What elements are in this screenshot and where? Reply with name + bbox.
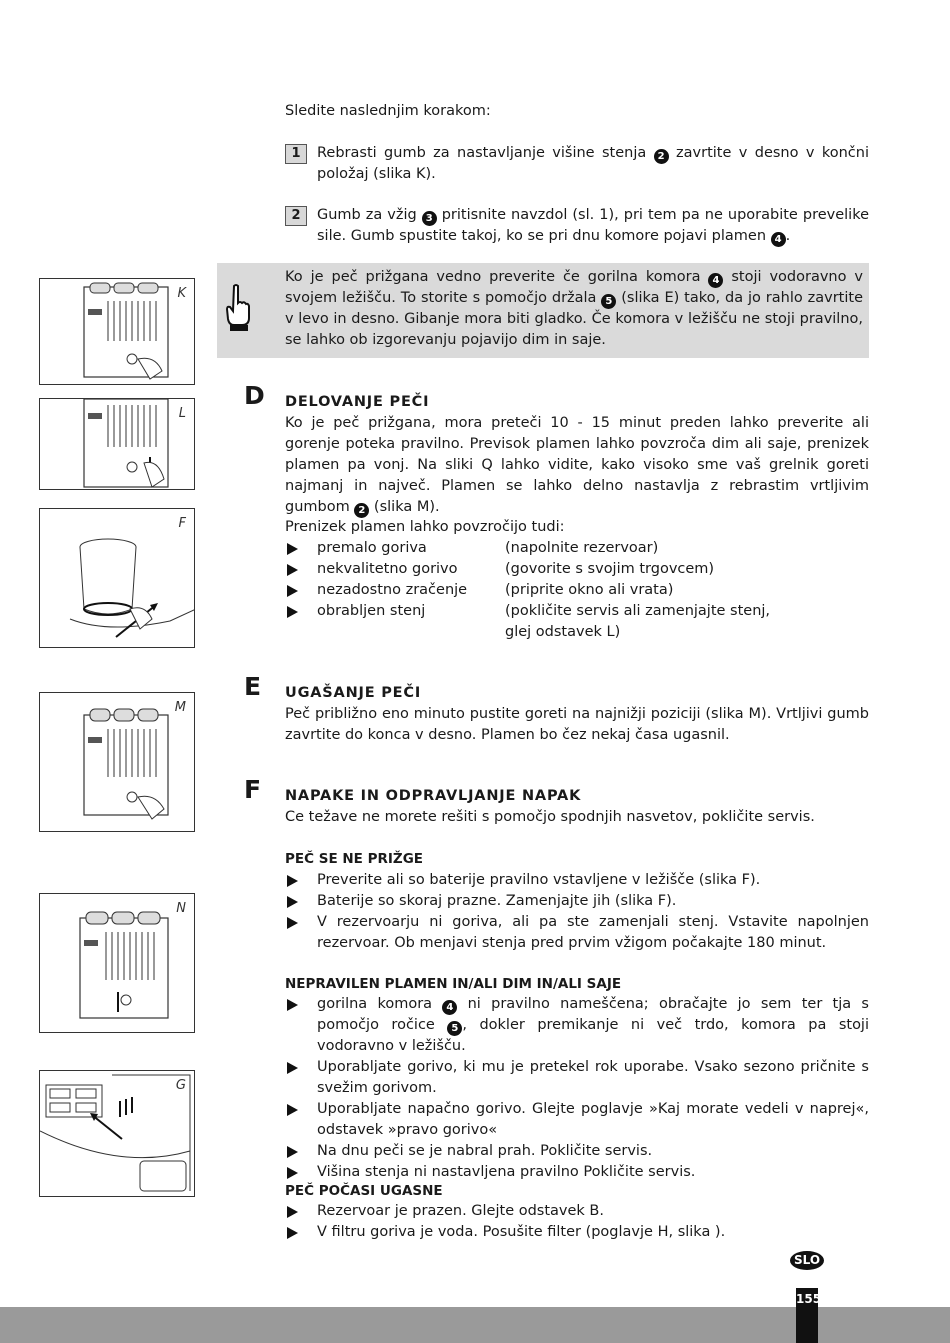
language-badge: SLO [790,1251,824,1270]
figure-label: N [176,901,186,916]
heater-illustration [40,399,195,490]
section-heading-e: UGAŠANJE PEČI [285,685,422,701]
list-item: obrabljen stenj (pokličite servis ali zamenjajte stenj, glej odstavek L) [285,601,869,643]
bullet-arrow-icon [287,1104,298,1116]
step-text: Rebrasti gumb za nastavljanje višine stenja 2 zavrtite v desno v končni položaj (slika K). [317,145,869,182]
bullet-arrow-icon [287,1146,298,1158]
figure-label: F [178,516,186,531]
figure-label: K [177,286,186,301]
list-item: nezadostno zračenje (pripritе okno ali vrata) [285,580,869,601]
list-item: V rezervoarju ni goriva, ali pa ste zamenjali stenj. Vstavite napolnjen rezervoar. Ob menjavi stenja pred prvim vžigom počakajte 180 minut. [285,912,869,954]
figure-k [39,278,195,385]
circled-number: 4 [442,1000,457,1015]
note-text: Ko je peč prižgana vedno preverite če gorilna komora 4 stoji vodoravno v svojem ležišču. To storite s pomočjo držala 5 (slika E) tako, da jo rahlo zavrtite v levo in desno. Gibanje mora biti gladko. Če komora v ležišču ne stoji pravilno, se lahko ob izgorevanju pojavijo dim in saje. [285,269,864,348]
step-text: Gumb za vžig 3 pritisnite navzdol (sl. 1), pri tem pa ne uporabite prevelike sile. Gumb spustite takoj, ko se pri dnu komore pojavi plamen 4 . [317,207,869,245]
list-item: Baterije so skoraj prazne. Zamenjajte jih (slika F). [285,891,869,912]
subheading-no-ignition: PEČ SE NE PRIŽGE [285,851,423,867]
figure-label: L [178,406,186,421]
bullet-arrow-icon [287,1167,298,1179]
bullet-arrow-icon [287,875,298,887]
step-number: 1 [285,144,307,164]
heater-illustration [40,693,195,832]
bullet-arrow-icon [287,543,298,555]
subheading-slow-shutoff: PEČ POČASI UGASNE [285,1183,443,1199]
battery-compartment-illustration [40,509,195,648]
figure-f [39,508,195,648]
bullet-arrow-icon [287,896,298,908]
pointing-hand-icon [222,283,252,333]
circled-number: 3 [422,211,437,226]
intro-text: Sledite naslednjim korakom: [285,103,491,119]
figure-g [39,1070,195,1197]
figure-m [39,692,195,832]
step-1 [285,143,869,185]
bullet-arrow-icon [287,1206,298,1218]
circled-number: 5 [601,294,616,309]
section-letter-e: E [244,672,262,701]
section-e-paragraph: Peč približno eno minuto pustite goreti na najnižji poziciji (slika M). Vrtljivi gumb zavrtite do konca v desno. Plamen bo čez nekaj časa ugasnil. [285,706,869,743]
circled-number: 4 [708,273,723,288]
section-letter-f: F [244,775,262,804]
bullet-list [285,1201,869,1243]
bullet-arrow-icon [287,585,298,597]
bullet-arrow-icon [287,1062,298,1074]
bullet-arrow-icon [287,999,298,1011]
battery-insert-illustration [40,1071,195,1197]
section-d-paragraph: Ko je peč prižgana, mora preteči 10 - 15 minut preden lahko preverite ali gorenje poteka pravilno. Previsok plamen lahko povzroča dim ali saje, prenizek plamen pa vonj. Na sliki Q lahko vidite, kako visoko sme vaš grelnik goreti najmanj in največ. Plamen se lahko delno nastavlja z rebrastim vrtljivim gumbom 2 (slika M). [285,415,869,516]
list-item: V filtru goriva je voda. Posušite filter (poglavje H, slika ). [285,1222,869,1243]
page-number: 155 [796,1288,818,1343]
list-item: Uporabljate napačno gorivo. Glejte poglavje »Kaj morate vedeli v naprej«, odstavek »pravo gorivo« [285,1099,869,1141]
bullet-arrow-icon [287,1227,298,1239]
cause-list [285,538,869,643]
subheading-flame-smoke: NEPRAVILEN PLAMEN IN/ALI DIM IN/ALI SAJE [285,976,622,992]
circled-number: 2 [654,149,669,164]
bullet-arrow-icon [287,917,298,929]
bullet-list [285,994,869,1183]
bullet-arrow-icon [287,606,298,618]
list-item: Rezervoar je prazen. Glejte odstavek B. [285,1201,869,1222]
list-item: Na dnu peči se je nabral prah. Pokličite servis. [285,1141,869,1162]
list-item: nekvalitetno gorivo (govorite s svojim trgovcem) [285,559,869,580]
step-number: 2 [285,206,307,226]
section-letter-d: D [244,381,265,410]
bullet-list [285,870,869,954]
figure-l [39,398,195,490]
heater-illustration [40,894,195,1033]
heater-illustration [40,279,195,385]
circled-number: 4 [771,232,786,247]
circled-number: 5 [447,1021,462,1036]
section-heading-f: NAPAKE IN ODPRAVLJANJE NAPAK [285,788,582,804]
section-f-paragraph: Ce težave ne morete rešiti s pomočjo spodnjih nasvetov, pokličite servis. [285,809,815,825]
circled-number: 2 [354,503,369,518]
list-item: Uporabljate gorivo, ki mu je pretekel rok uporabe. Vsako sezono pričnite s svežim gorivom. [285,1057,869,1099]
figure-label: G [175,1078,186,1093]
list-item: premalo goriva (napolnite rezervoar) [285,538,869,559]
section-d-subparagraph: Prenizek plamen lahko povzročijo tudi: [285,519,565,535]
list-item: gorilna komora 4 ni pravilno nameščena; obračajte jo sem ter tja s pomočjo ročice 5 , dokler premikanje ni več trdo, komora pa stoji vodoravno v ležišču. [285,994,869,1057]
figure-label: M [174,700,186,715]
section-heading-d: DELOVANJE PEČI [285,394,430,410]
figure-n [39,893,195,1033]
step-2 [285,205,869,247]
list-item: Preverite ali so baterije pravilno vstavljene v ležišče (slika F). [285,870,869,891]
bullet-arrow-icon [287,564,298,576]
list-item: Višina stenja ni nastavljena pravilno Pokličite servis. [285,1162,869,1183]
